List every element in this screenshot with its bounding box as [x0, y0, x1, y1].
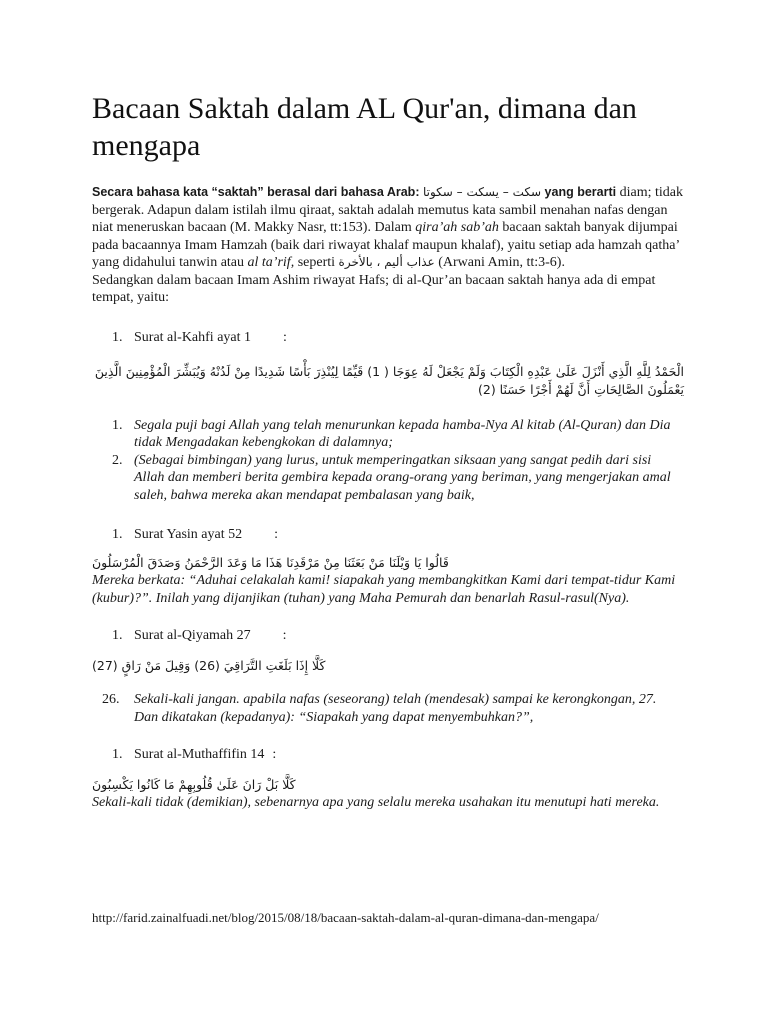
intro-paragraph [92, 184, 684, 272]
list-item: 2. (Sebagai bimbingan) yang lurus, untuk memperingatkan siksaan yang sangat pedih dari sisi Allah dan memberi berita gembira kepada orang-orang yang beriman, yang mengerjakan amal saleh, bahwa mereka akan mendapat pembalasan yang baik, [112, 452, 671, 503]
intro-altarif: al ta’rif, [247, 255, 295, 270]
page-title: Bacaan Saktah dalam AL Qur'an, dimana dan mengapa [92, 92, 637, 162]
arabic-verse-yasin: قَالُوا يَا وَيْلَنَا مَنْ بَعَثَنَا مِنْ مَرْقَدِنَا هَذَا مَا وَعَدَ الرَّحْمَنُ وَصَدَقَ الْمُرْسَلُونَ [92, 555, 449, 570]
source-url[interactable]: http://farid.zainalfuadi.net/blog/2015/08/18/bacaan-saktah-dalam-al-quran-dimana-dan-mengapa/ [92, 910, 599, 925]
intro-lead: Secara bahasa kata “saktah” berasal dari bahasa Arab: [92, 185, 420, 199]
surah-heading-muthaffifin: 1. Surat al-Muthaffifin 14 : [112, 747, 277, 762]
intro-text-4: (Arwani Amin, tt:3-6). [434, 255, 565, 270]
intro-text-3: seperti [294, 255, 339, 270]
translation-muthaffifin: Sekali-kali tidak (demikian), sebenarnya apa yang selalu mereka usahakan itu menutupi hati mereka. [92, 795, 660, 810]
arabic-verse-qiyamah: كَلَّا إِذَا بَلَغَتِ التَّرَاقِيَ (26) وَقِيلَ مَنْ رَاقٍ (27) [92, 658, 326, 673]
article-content [92, 90, 684, 812]
arabic-verse-kahfi: الْحَمْدُ لِلَّهِ الَّذِي أَنْزَلَ عَلَىٰ عَبْدِهِ الْكِتَابَ وَلَمْ يَجْعَلْ لَهُ عِوَجَا ( 1) قَيِّمًا لِيُنْذِرَ بَأْسًا شَدِيدًا مِنْ لَدُنْهُ وَيُبَشِّرَ الْمُؤْمِنِينَ الَّذِينَ يَعْمَلُونَ الصَّالِحَاتِ أَنَّ لَهُمْ أَجْرًا حَسَنًا (2) [94, 363, 684, 397]
intro-qiraah: qira’ah sab’ah [415, 220, 499, 235]
intro-text-2: bacaan saktah banyak dijumpai pada bacaannya Imam Hamzah (baik dari riwayat khalaf maupun khalaf), yaitu setiap ada hamzah qatha’ yang didahului tanwin atau [92, 220, 680, 270]
list-item: 1. Segala puji bagi Allah yang telah menurunkan kepada hamba-Nya Al kitab (Al-Quran) dan Dia tidak Mengadakan kebengkokan di dalamnya; [112, 417, 671, 450]
surah-heading-qiyamah: 1. Surat al-Qiyamah 27 : [112, 628, 287, 643]
surah-heading-kahfi: 1. Surat al-Kahfi ayat 1 : [112, 329, 287, 345]
intro-text-1: diam; tidak bergerak. Adapun dalam istilah ilmu qiraat, saktah adalah memutus kata sambil menahan nafas dengan niat meneruskan bacaan (M. Makky Nasr, tt:153). Dalam [92, 185, 683, 235]
intro-example-arabic: عذاب أليم ، بالأخرة [338, 255, 435, 269]
arabic-verse-muthaffifin: كَلَّا بَلْ رَانَ عَلَىٰ قُلُوبِهِمْ مَا كَانُوا يَكْسِبُونَ [92, 777, 296, 792]
intro-lead-arabic: سكت – يسكت – سكوتا [422, 185, 542, 199]
hafs-paragraph: Sedangkan dalam bacaan Imam Ashim riwayat Hafs; di al-Qur’an bacaan saktah hanya ada di empat tempat, yaitu: [92, 272, 656, 305]
intro-lead-meaning: yang berarti [544, 185, 617, 199]
surah-heading-yasin: 1. Surat Yasin ayat 52 : [112, 527, 279, 542]
translation-yasin: Mereka berkata: “Aduhai celakalah kami! siapakah yang membangkitkan Kami dari tempat-tidur Kami (kubur)?”. Inilah yang dijanjikan (tuhan) yang Maha Pemurah dan benarlah Rasul-rasul(Nya). [92, 573, 676, 606]
translation-list-kahfi [92, 417, 684, 505]
translation-list-qiyamah [92, 691, 684, 726]
list-item: 26. Sekali-kali jangan. apabila nafas (seseorang) telah (mendesak) sampai ke kerongkongan, 27. Dan dikatakan (kepadanya): “Siapakah yang dapat menyembuhkan?”, [102, 692, 657, 725]
